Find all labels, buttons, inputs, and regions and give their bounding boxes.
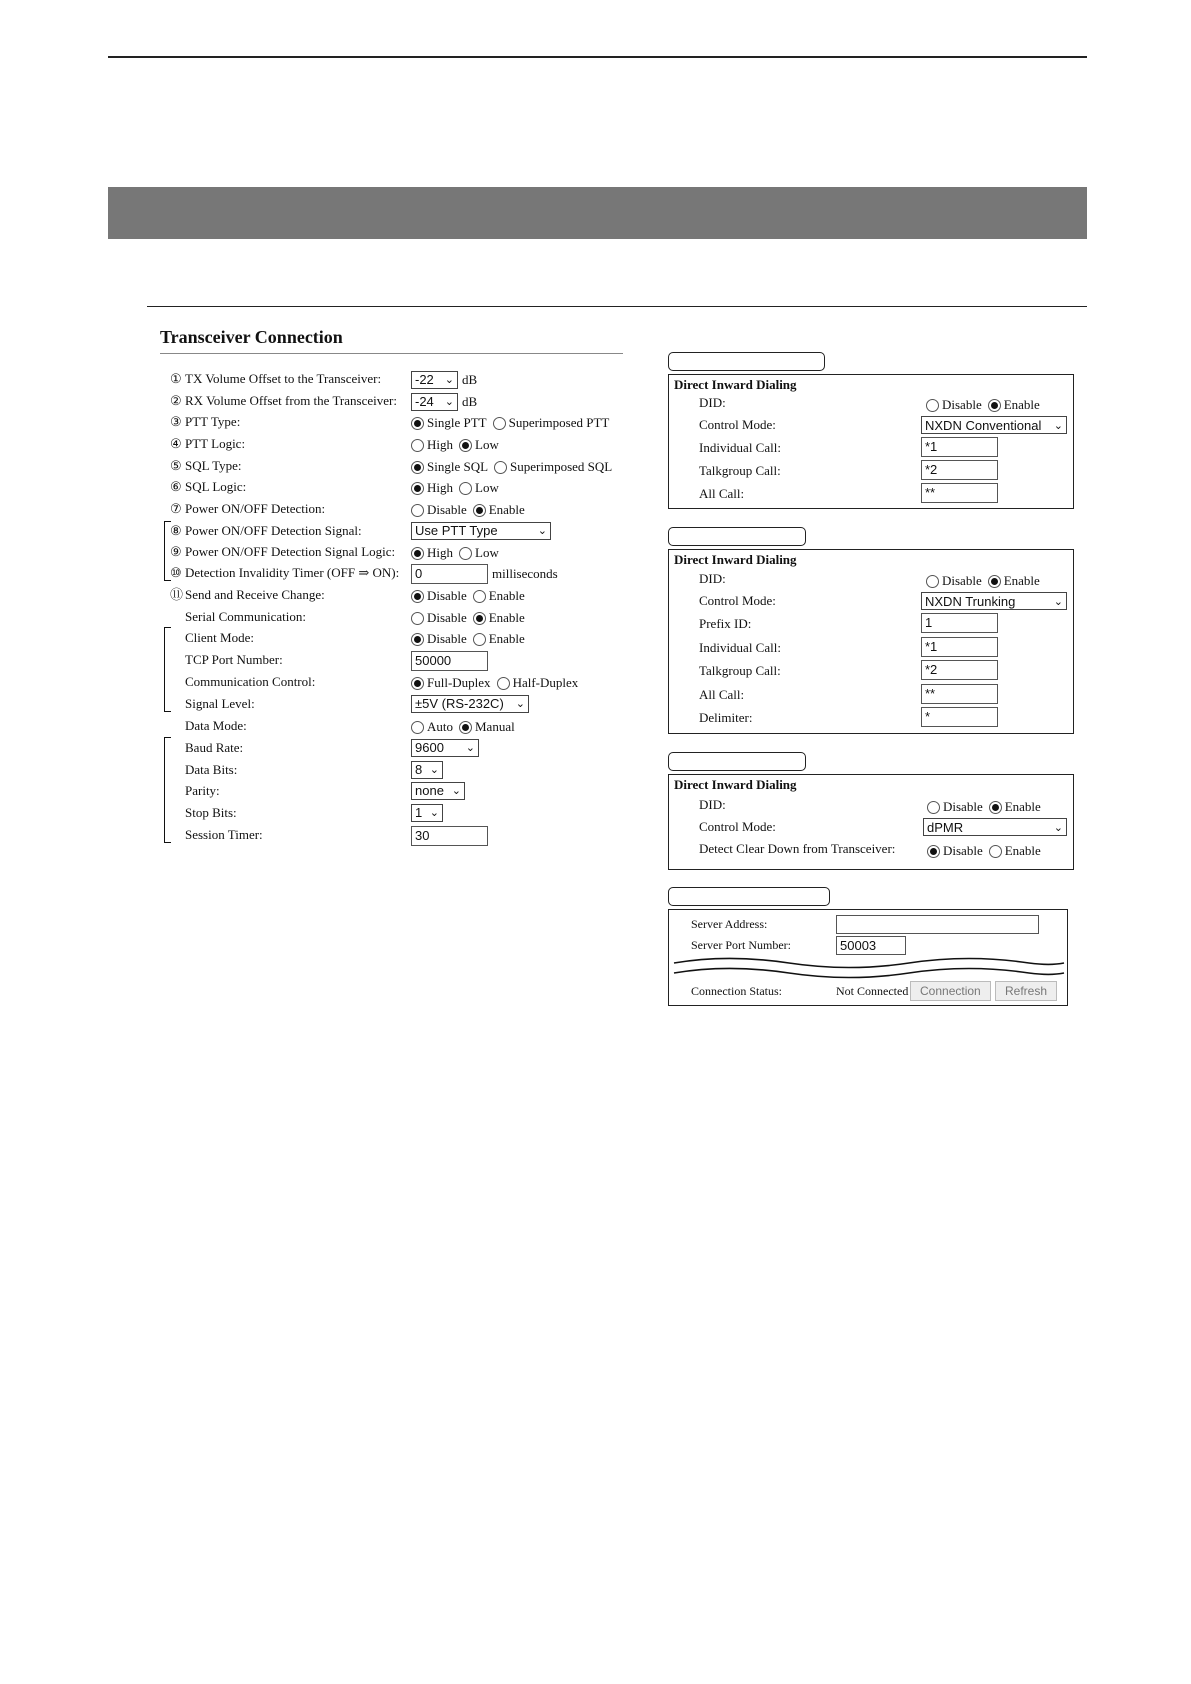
panel2-tab bbox=[668, 527, 806, 546]
row-label: RX Volume Offset from the Transceiver: bbox=[185, 393, 397, 408]
panel-serial-client bbox=[668, 909, 1068, 1006]
option-1-label: Full-Duplex bbox=[427, 675, 491, 690]
bracket-power-detection bbox=[164, 521, 171, 581]
setting-row-label bbox=[170, 369, 381, 389]
setting-control bbox=[411, 522, 551, 540]
panel2-prefix-input[interactable]: 1 bbox=[921, 613, 998, 633]
option-1-label: Auto bbox=[427, 719, 453, 734]
option-2-radio[interactable] bbox=[497, 677, 510, 690]
option-2-radio[interactable] bbox=[493, 417, 506, 430]
unit-suffix: dB bbox=[462, 372, 478, 387]
panel3-clear-radios bbox=[927, 841, 1047, 861]
row-number: ③ bbox=[170, 414, 182, 429]
setting-row-label bbox=[170, 521, 362, 541]
chevron-down-icon: ⌄ bbox=[444, 396, 454, 408]
option-1-label: High bbox=[427, 437, 453, 452]
setting-control bbox=[411, 413, 615, 433]
panel2-did-label: DID: bbox=[699, 571, 726, 586]
panel3-clear-disable-radio[interactable] bbox=[927, 845, 940, 858]
setting-row-label bbox=[170, 563, 399, 583]
panel2-delimiter-input[interactable]: * bbox=[921, 707, 998, 727]
row-number: ⑥ bbox=[170, 479, 182, 494]
section-title: Transceiver Connection bbox=[160, 327, 343, 347]
row-label: Parity: bbox=[185, 783, 220, 798]
unit-suffix: milliseconds bbox=[492, 566, 558, 581]
setting-row-label bbox=[185, 738, 243, 758]
setting-row-label bbox=[170, 542, 395, 562]
panel3-control-mode-value: dPMR bbox=[927, 819, 964, 835]
option-2-label: Enable bbox=[488, 502, 525, 517]
panel3-title: Direct Inward Dialing bbox=[674, 777, 797, 792]
panel1-control-mode-value: NXDN Conventional bbox=[925, 417, 1042, 433]
select-dropdown[interactable] bbox=[411, 739, 479, 757]
option-2-radio[interactable] bbox=[473, 504, 486, 517]
row-label: Serial Communication: bbox=[185, 609, 306, 624]
setting-row-label bbox=[185, 803, 237, 823]
row-number: ① bbox=[170, 371, 182, 386]
option-1-radio[interactable] bbox=[411, 482, 424, 495]
option-1-label: High bbox=[427, 480, 453, 495]
panel2-talkgroup-input[interactable]: *2 bbox=[921, 660, 998, 680]
setting-control bbox=[411, 826, 488, 846]
option-1-label: Disable bbox=[427, 588, 467, 603]
setting-row-label bbox=[170, 477, 246, 497]
option-1-radio[interactable] bbox=[411, 461, 424, 474]
select-value: ±5V (RS-232C) bbox=[415, 696, 504, 711]
panel1-control-mode-select[interactable] bbox=[921, 416, 1067, 434]
select-value: -22 bbox=[415, 372, 434, 387]
option-2-label: Manual bbox=[475, 719, 515, 734]
top-rule bbox=[108, 56, 1087, 58]
option-2-label: Half-Duplex bbox=[512, 675, 579, 690]
select-dropdown[interactable] bbox=[411, 804, 443, 822]
select-dropdown[interactable] bbox=[411, 761, 443, 779]
panel2-talkgroup-label: Talkgroup Call: bbox=[699, 663, 781, 678]
option-1-radio[interactable] bbox=[411, 439, 424, 452]
select-value: 8 bbox=[415, 762, 423, 777]
panel4-server-input[interactable] bbox=[836, 915, 1039, 934]
chevron-down-icon: ⌄ bbox=[444, 374, 454, 386]
option-1-label: Disable bbox=[427, 631, 467, 646]
select-dropdown[interactable] bbox=[411, 695, 529, 713]
setting-control bbox=[411, 370, 477, 390]
panel1-individual-label: Individual Call: bbox=[699, 440, 781, 455]
setting-row-label bbox=[185, 716, 247, 736]
select-value: Use PTT Type bbox=[415, 523, 498, 538]
select-dropdown[interactable] bbox=[411, 393, 458, 411]
panel2-control-mode-select[interactable] bbox=[921, 592, 1067, 610]
option-1-label: Single SQL bbox=[427, 459, 489, 474]
setting-control bbox=[411, 392, 477, 412]
setting-row-label bbox=[170, 499, 325, 519]
panel3-tab bbox=[668, 752, 806, 771]
option-2-label: Enable bbox=[488, 610, 525, 625]
row-label: Send and Receive Change: bbox=[185, 587, 325, 602]
panel1-allcall-label: All Call: bbox=[699, 486, 745, 501]
connection-button[interactable]: Connection bbox=[910, 981, 991, 1001]
row-label: Power ON/OFF Detection Signal Logic: bbox=[185, 544, 396, 559]
text-input[interactable]: 0 bbox=[411, 564, 488, 584]
row-label: PTT Type: bbox=[185, 414, 241, 429]
option-2-radio[interactable] bbox=[459, 547, 472, 560]
panel4-port-label: Server Port Number: bbox=[691, 938, 791, 952]
option-2-radio[interactable] bbox=[473, 590, 486, 603]
row-number: ⑧ bbox=[170, 523, 182, 538]
setting-control bbox=[411, 695, 529, 713]
chevron-down-icon: ⌄ bbox=[1053, 419, 1063, 432]
select-dropdown[interactable] bbox=[411, 782, 465, 800]
setting-control bbox=[411, 543, 505, 563]
setting-control bbox=[411, 629, 531, 649]
panel2-prefix-label: Prefix ID: bbox=[699, 616, 752, 631]
panel4-status-label: Connection Status: bbox=[691, 984, 782, 998]
option-2-label: Low bbox=[475, 437, 499, 452]
header-bar bbox=[108, 187, 1087, 239]
panel-nxdn-conventional bbox=[668, 374, 1074, 509]
option-2-radio[interactable] bbox=[494, 461, 507, 474]
panel2-did-radios bbox=[926, 571, 1046, 591]
unit-suffix: dB bbox=[462, 394, 478, 409]
option-1-radio[interactable] bbox=[411, 633, 424, 646]
panel3-did-enable-radio[interactable] bbox=[989, 801, 1002, 814]
panel1-allcall-input[interactable]: ** bbox=[921, 483, 998, 503]
row-label: Data Bits: bbox=[185, 762, 238, 777]
panel3-clear-enable-label: Enable bbox=[1004, 843, 1041, 858]
panel1-did-disable-radio[interactable] bbox=[926, 399, 939, 412]
setting-control bbox=[411, 651, 488, 671]
panel2-delimiter-label: Delimiter: bbox=[699, 710, 753, 725]
section-title-underline bbox=[160, 353, 623, 354]
panel1-talkgroup-input[interactable]: *2 bbox=[921, 460, 998, 480]
text-input[interactable]: 30 bbox=[411, 826, 488, 846]
row-label: Client Mode: bbox=[185, 630, 254, 645]
select-value: 9600 bbox=[415, 740, 444, 755]
setting-control bbox=[411, 717, 521, 737]
setting-control bbox=[411, 457, 618, 477]
setting-row-label bbox=[185, 825, 263, 845]
omission-break-wave bbox=[669, 954, 1067, 984]
row-label: Signal Level: bbox=[185, 696, 255, 711]
panel1-title: Direct Inward Dialing bbox=[674, 377, 797, 392]
panel3-did-label: DID: bbox=[699, 797, 726, 812]
setting-row-label bbox=[185, 628, 254, 648]
setting-row-label bbox=[170, 412, 240, 432]
setting-row-label bbox=[185, 694, 255, 714]
option-1-radio[interactable] bbox=[411, 417, 424, 430]
refresh-button[interactable]: Refresh bbox=[995, 981, 1057, 1001]
panel-nxdn-trunking bbox=[668, 549, 1074, 734]
setting-row-label bbox=[185, 760, 237, 780]
panel-dpmr bbox=[668, 774, 1074, 870]
chevron-down-icon: ⌄ bbox=[429, 764, 439, 776]
row-number: ⑨ bbox=[170, 544, 182, 559]
select-dropdown[interactable] bbox=[411, 371, 458, 389]
panel1-did-label: DID: bbox=[699, 395, 726, 410]
row-label: Power ON/OFF Detection: bbox=[185, 501, 326, 516]
option-1-radio[interactable] bbox=[411, 612, 424, 625]
option-1-radio[interactable] bbox=[411, 677, 424, 690]
select-dropdown[interactable] bbox=[411, 522, 551, 540]
panel1-did-enable-radio[interactable] bbox=[988, 399, 1001, 412]
panel1-mode-label: Control Mode: bbox=[699, 417, 776, 432]
option-2-radio[interactable] bbox=[459, 721, 472, 734]
panel3-did-disable-radio[interactable] bbox=[927, 801, 940, 814]
chevron-down-icon: ⌄ bbox=[537, 525, 547, 537]
select-value: none bbox=[415, 783, 444, 798]
panel2-allcall-label: All Call: bbox=[699, 687, 745, 702]
panel1-individual-input[interactable]: *1 bbox=[921, 437, 998, 457]
panel4-server-label: Server Address: bbox=[691, 917, 768, 931]
setting-control bbox=[411, 500, 531, 520]
chevron-down-icon: ⌄ bbox=[1053, 595, 1063, 608]
setting-control bbox=[411, 673, 584, 693]
panel2-mode-label: Control Mode: bbox=[699, 593, 776, 608]
chevron-down-icon: ⌄ bbox=[515, 698, 525, 710]
chevron-down-icon: ⌄ bbox=[1053, 821, 1063, 834]
row-number: ⑦ bbox=[170, 501, 182, 516]
option-2-radio[interactable] bbox=[459, 482, 472, 495]
option-1-radio[interactable] bbox=[411, 590, 424, 603]
panel4-tab bbox=[668, 887, 830, 906]
chevron-down-icon: ⌄ bbox=[451, 785, 461, 797]
row-label: Session Timer: bbox=[185, 827, 263, 842]
setting-row-label bbox=[170, 456, 242, 476]
setting-control bbox=[411, 782, 465, 800]
bracket-client-mode bbox=[164, 627, 171, 712]
option-2-label: Low bbox=[475, 480, 499, 495]
setting-control bbox=[411, 478, 505, 498]
panel2-individual-label: Individual Call: bbox=[699, 640, 781, 655]
panel4-port-input[interactable]: 50003 bbox=[836, 936, 906, 955]
panel3-clear-disable-label: Disable bbox=[943, 843, 983, 858]
section-rule bbox=[147, 306, 1087, 307]
panel1-did-enable-label: Enable bbox=[1003, 397, 1040, 412]
panel3-control-mode-select[interactable] bbox=[923, 818, 1067, 836]
select-value: 1 bbox=[415, 805, 423, 820]
row-label: Power ON/OFF Detection Signal: bbox=[185, 523, 362, 538]
setting-control bbox=[411, 586, 531, 606]
option-1-label: Single PTT bbox=[427, 415, 487, 430]
option-2-radio[interactable] bbox=[473, 612, 486, 625]
panel2-did-enable-label: Enable bbox=[1003, 573, 1040, 588]
option-1-label: High bbox=[427, 545, 453, 560]
row-label: PTT Logic: bbox=[185, 436, 246, 451]
panel3-did-radios bbox=[927, 797, 1047, 817]
setting-control bbox=[411, 761, 443, 779]
setting-row-label bbox=[170, 391, 397, 411]
row-number: ⑪ bbox=[170, 587, 184, 602]
select-value: -24 bbox=[415, 394, 434, 409]
option-2-label: Superimposed PTT bbox=[508, 415, 610, 430]
panel2-allcall-input[interactable]: ** bbox=[921, 684, 998, 704]
row-label: SQL Type: bbox=[185, 458, 242, 473]
option-1-label: Disable bbox=[427, 502, 467, 517]
panel3-did-enable-label: Enable bbox=[1004, 799, 1041, 814]
chevron-down-icon: ⌄ bbox=[429, 807, 439, 819]
row-number: ⑤ bbox=[170, 458, 182, 473]
setting-row-label bbox=[185, 607, 306, 627]
option-2-label: Low bbox=[475, 545, 499, 560]
option-2-radio[interactable] bbox=[459, 439, 472, 452]
row-label: Data Mode: bbox=[185, 718, 247, 733]
setting-row-label bbox=[185, 672, 315, 692]
panel2-did-disable-radio[interactable] bbox=[926, 575, 939, 588]
panel2-individual-input[interactable]: *1 bbox=[921, 637, 998, 657]
setting-row-label bbox=[185, 781, 220, 801]
panel2-control-mode-value: NXDN Trunking bbox=[925, 593, 1016, 609]
option-1-label: Disable bbox=[427, 610, 467, 625]
row-number: ④ bbox=[170, 436, 182, 451]
setting-row-label bbox=[170, 585, 325, 605]
option-2-label: Enable bbox=[488, 631, 525, 646]
row-label: Communication Control: bbox=[185, 674, 316, 689]
chevron-down-icon: ⌄ bbox=[465, 742, 475, 754]
option-1-radio[interactable] bbox=[411, 504, 424, 517]
text-input[interactable]: 50000 bbox=[411, 651, 488, 671]
panel3-clear-label: Detect Clear Down from Transceiver: bbox=[699, 841, 896, 856]
setting-row-label bbox=[170, 434, 245, 454]
row-label: TCP Port Number: bbox=[185, 652, 283, 667]
panel1-did-disable-label: Disable bbox=[942, 397, 982, 412]
panel4-status-value: Not Connected bbox=[836, 984, 909, 998]
row-number: ② bbox=[170, 393, 182, 408]
setting-control bbox=[411, 739, 479, 757]
setting-control bbox=[411, 804, 443, 822]
bracket-data-mode bbox=[164, 737, 171, 843]
panel2-did-disable-label: Disable bbox=[942, 573, 982, 588]
panel3-did-disable-label: Disable bbox=[943, 799, 983, 814]
setting-control bbox=[411, 564, 558, 584]
row-number: ⑩ bbox=[170, 565, 182, 580]
row-label: Detection Invalidity Timer (OFF ⇒ ON): bbox=[185, 565, 400, 580]
option-2-label: Superimposed SQL bbox=[510, 459, 613, 474]
panel2-title: Direct Inward Dialing bbox=[674, 552, 797, 567]
row-label: TX Volume Offset to the Transceiver: bbox=[185, 371, 382, 386]
row-label: Stop Bits: bbox=[185, 805, 237, 820]
panel2-did-enable-radio[interactable] bbox=[988, 575, 1001, 588]
option-2-radio[interactable] bbox=[473, 633, 486, 646]
row-label: Baud Rate: bbox=[185, 740, 244, 755]
option-1-radio[interactable] bbox=[411, 721, 424, 734]
panel1-tab bbox=[668, 352, 825, 371]
panel3-mode-label: Control Mode: bbox=[699, 819, 776, 834]
panel1-talkgroup-label: Talkgroup Call: bbox=[699, 463, 781, 478]
panel1-did-radios bbox=[926, 395, 1046, 415]
option-2-label: Enable bbox=[488, 588, 525, 603]
option-1-radio[interactable] bbox=[411, 547, 424, 560]
setting-row-label bbox=[185, 650, 283, 670]
row-label: SQL Logic: bbox=[185, 479, 247, 494]
panel3-clear-enable-radio[interactable] bbox=[989, 845, 1002, 858]
setting-control bbox=[411, 608, 531, 628]
setting-control bbox=[411, 435, 505, 455]
